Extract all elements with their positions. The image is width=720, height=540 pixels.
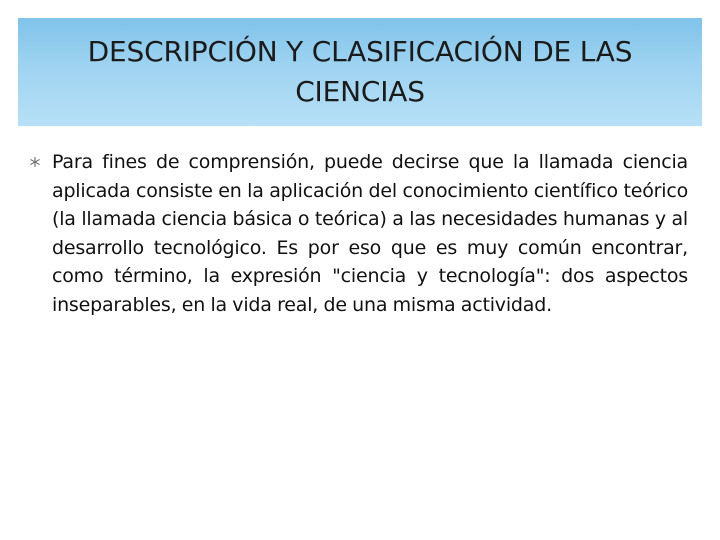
asterisk-bullet-icon bbox=[30, 152, 40, 162]
slide-title: DESCRIPCIÓN Y CLASIFICACIÓN DE LAS CIENCIAS bbox=[87, 35, 633, 108]
slide-content bbox=[30, 148, 688, 320]
title-banner bbox=[18, 18, 702, 126]
bullet-text: Para fines de comprensión, puede decirse que la llamada ciencia aplicada consiste en la aplicación del conocimiento científico teórico (la llamada ciencia básica o teórica) a las necesidades humanas y al desarrollo tecnológico. Es por eso que es muy común encontrar, como término, la expresión "ciencia y tecnología": dos aspectos inseparables, en la vida real, de una misma actividad. bbox=[52, 151, 688, 316]
bullet-item bbox=[30, 148, 688, 320]
